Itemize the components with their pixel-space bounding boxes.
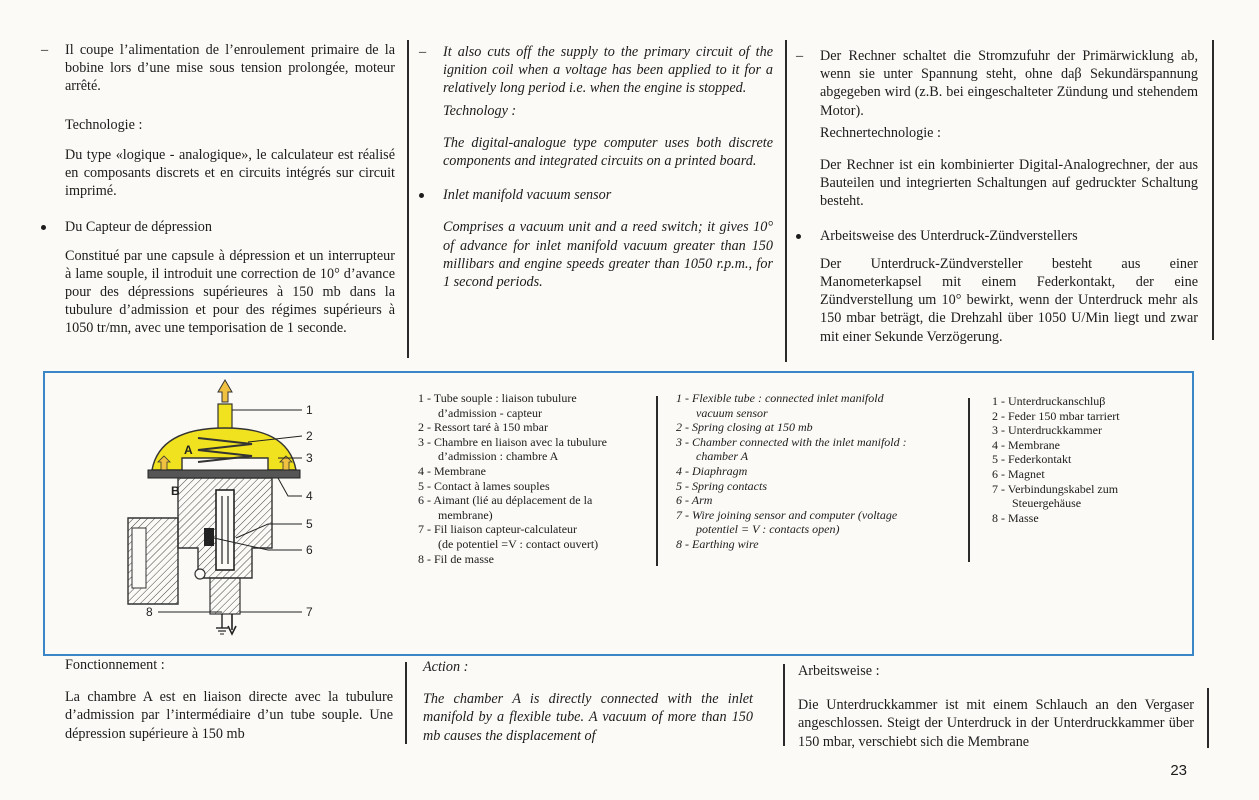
down-arrow-icon — [228, 614, 236, 634]
french-technology-heading: Technologie : — [65, 116, 143, 133]
legend-rule — [968, 398, 970, 562]
legend-item: 7 - Wire joining sensor and computer (voltage — [676, 507, 898, 522]
german-function-section — [798, 662, 1194, 765]
column-rule — [1207, 688, 1209, 748]
screw — [195, 569, 205, 579]
legend-item: 4 - Diaphragm — [676, 463, 748, 478]
callout-7: 7 — [306, 605, 313, 619]
french-function-body: La chambre A est en liaison directe avec la tubulure d’admission par l’intermédiaire d’un tube souple. Une dépression supérieure à 150 mb — [65, 689, 393, 742]
english-function-body: The chamber A is directly connected with the inlet manifold by a flexible tube. A vacuum of more than 150 mb causes the displacement of — [423, 691, 753, 744]
english-technology-heading: Technology : — [443, 102, 517, 119]
english-function-section — [423, 658, 753, 759]
english-function-heading: Action : — [423, 659, 469, 675]
legend-english — [676, 391, 907, 552]
legend-item: 2 - Ressort taré à 150 mbar — [418, 420, 548, 435]
legend-item: 5 - Contact à lames souples — [418, 478, 550, 493]
english-sensor-body: Comprises a vacuum unit and a reed switch; it gives 10° of advance for inlet manifold vacuum greater than 150 millibars and engine speeds greater than 1050 r.p.m., for 1 second periods. — [443, 219, 773, 291]
legend-item: 2 - Spring closing at 150 mb — [676, 420, 813, 435]
french-paragraph-1: – Il coupe l’alimentation de l’enroulement primaire de la bobine lors d’une mise sous tension prolongée, moteur arrêté. — [41, 42, 395, 95]
legend-item: 5 - Spring contacts — [676, 478, 767, 493]
legend-item: 7 - Fil liaison capteur-calculateur — [418, 522, 578, 537]
legend-item: membrane) — [438, 507, 493, 522]
vacuum-sensor-diagram — [118, 378, 328, 640]
french-technology-body: Du type «logique - analogique», le calculateur est réalisé en composants discrets et en circuits intégrés sur circuit imprimé. — [65, 146, 395, 200]
stem — [210, 578, 240, 614]
legend-item: 8 - Earthing wire — [676, 536, 759, 551]
legend-item: 1 - Tube souple : liaison tubulure — [418, 391, 577, 405]
english-technology-body: The digital-analogue type computer uses both discrete components and integrated circuits on a printed board. — [443, 134, 773, 170]
german-column — [796, 47, 1198, 360]
callout-2: 2 — [306, 429, 313, 443]
capsule-chamber — [152, 428, 296, 470]
german-function-heading: Arbeitsweise : — [798, 663, 880, 679]
legend-item: 4 - Membrane — [992, 437, 1060, 452]
legend-item: 7 - Verbindungskabel zum — [992, 481, 1119, 496]
french-sensor-heading: Du Capteur de dépression — [65, 218, 395, 236]
callout-5: 5 — [306, 517, 313, 531]
legend-french — [418, 391, 607, 566]
column-rule — [1212, 40, 1214, 340]
legend-item: 3 - Unterdruckkammer — [992, 423, 1102, 438]
legend-item: Steuergehäuse — [1012, 496, 1082, 511]
german-paragraph-1: – Der Rechner schaltet die Stromzufuhr der Primärwicklung ab, wenn sie unter Spannung steht, ohne daβ Sekundärspannung abgegeben wird (z.B. bei eingeschalteter Zündung und stehendem Motor). — [796, 48, 1198, 119]
english-sensor-heading: Inlet manifold vacuum sensor — [443, 186, 773, 204]
legend-item: d’admission : chambre A — [438, 449, 559, 464]
german-technology-heading: Rechnertechnologie : — [820, 124, 941, 141]
column-rule — [783, 664, 785, 746]
legend-item: chamber A — [696, 449, 749, 464]
bullet-marker — [796, 234, 801, 239]
legend-item: 6 - Aimant (lié au déplacement de la — [418, 493, 593, 508]
page-number: 23 — [1170, 762, 1187, 779]
up-arrow-icon — [218, 380, 232, 402]
legend-item: vacuum sensor — [696, 405, 768, 420]
column-rule — [785, 40, 787, 362]
dash-marker: – — [796, 48, 804, 64]
magnet — [204, 528, 214, 546]
legend-item: d’admission - capteur — [438, 405, 542, 420]
callout-1: 1 — [306, 403, 313, 417]
bullet-marker — [41, 225, 46, 230]
column-rule — [405, 662, 407, 744]
french-sensor-body: Constitué par une capsule à dépression et un interrupteur à lame souple, il introduit une correction de 10° d’avance pour des dépressions supérieures à 150 mb dans la tubulure d’admission et pour des régimes supérieurs à 1050 tr/mn, avec une temporisation de 1 seconde. — [65, 247, 395, 337]
legend-item: 8 - Fil de masse — [418, 551, 494, 566]
french-function-section — [65, 656, 393, 757]
bracket-slot — [132, 528, 146, 588]
bullet-marker — [419, 193, 424, 198]
chamber-b-label: B — [171, 484, 180, 498]
legend-item: 8 - Masse — [992, 510, 1039, 525]
french-function-heading: Fonctionnement : — [65, 657, 165, 673]
german-function-body: Die Unterdruckkammer ist mit einem Schlauch an den Vergaser angeschlossen. Steigt der Unterdruck in der Unterdruckkammer über 150 mbar, verschiebt sich die Membrane — [798, 697, 1194, 750]
dash-marker: – — [41, 42, 49, 58]
callout-6: 6 — [306, 543, 313, 557]
legend-item: 4 - Membrane — [418, 463, 486, 478]
english-column — [419, 43, 773, 305]
legend-item: 2 - Feder 150 mbar tarriert — [992, 408, 1120, 423]
legend-item: (de potentiel =V : contact ouvert) — [438, 536, 599, 551]
english-paragraph-1: – It also cuts off the supply to the primary circuit of the ignition coil when a voltage has been applied to it for a relatively long period i.e. when the engine is stopped. — [419, 44, 773, 97]
legend-item: 5 - Federkontakt — [992, 452, 1072, 467]
legend-item: 3 - Chamber connected with the inlet manifold : — [676, 434, 907, 449]
legend-item: 1 - Unterdruckanschluβ — [992, 394, 1106, 408]
chamber-a-label: A — [184, 443, 193, 457]
callout-8: 8 — [146, 605, 153, 619]
diaphragm — [148, 470, 300, 478]
french-column — [41, 41, 395, 352]
dash-marker: – — [419, 44, 427, 60]
german-technology-body: Der Rechner ist ein kombinierter Digital-Analogrechner, der aus Bauteilen und integrierten Schaltungen auf gedruckter Schaltung besteht. — [820, 157, 1198, 210]
callout-3: 3 — [306, 451, 313, 465]
legend-rule — [656, 396, 658, 566]
column-rule — [407, 40, 409, 358]
german-sensor-heading: Arbeitsweise des Unterdruck-Zündverstellers — [820, 227, 1198, 245]
legend-item: potentiel = V : contacts open) — [696, 522, 840, 537]
callout-4: 4 — [306, 489, 313, 503]
german-sensor-body: Der Unterdruck-Zündversteller besteht aus einer Manometerkapsel mit einem Federkontakt, der eine Zündverstellung um 10° bewirkt, wenn der Unterdruck mehr als 150 mbar beträgt, die Drehzahl über 1050 U/Min liegt und zwar mit einer Sekunde Verzögerung. — [820, 255, 1198, 345]
legend-item: 6 - Magnet — [992, 466, 1045, 481]
reed-contact — [216, 490, 234, 570]
legend-german — [992, 394, 1120, 525]
legend-item: 6 - Arm — [676, 493, 713, 508]
legend-item: 3 - Chambre en liaison avec la tubulure — [418, 434, 607, 449]
legend-item: 1 - Flexible tube : connected inlet manifold — [676, 391, 884, 405]
